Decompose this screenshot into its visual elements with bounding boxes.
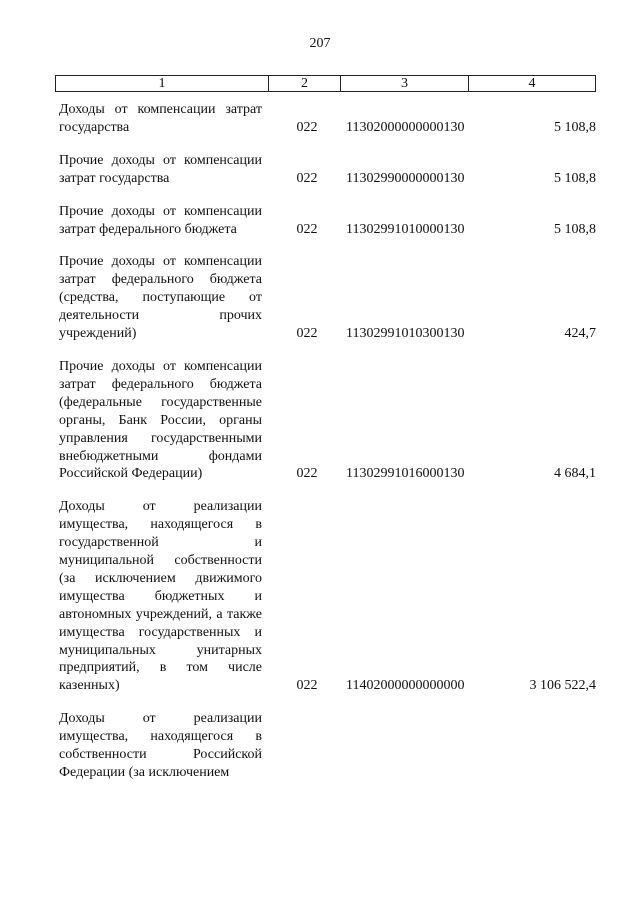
row-budget-code: 11302991016000130: [346, 466, 465, 482]
row-admin-code: 022: [296, 466, 318, 482]
row-name: Доходы от реализации имущества, находящегося в собственности Российской Федерации (за исключением: [59, 711, 262, 780]
row-name: Доходы от компенсации затрат государства: [59, 102, 262, 135]
header-col-3: 3: [341, 76, 469, 91]
header-col-1: 1: [56, 76, 269, 91]
table-header: [55, 75, 596, 92]
row-name: Прочие доходы от компенсации затрат федерального бюджета (средства, поступающие от деятельности прочих учреждений): [59, 254, 262, 342]
row-amount: 5 108,8: [554, 119, 596, 135]
row-budget-code: 11302000000000130: [346, 119, 465, 135]
table-row: [59, 152, 599, 188]
row-name: Доходы от реализации имущества, находящегося в государственной и муниципальной собственности (за исключением движимого имущества бюджетных и автономных учреждений, а также имущества государственных и муниципальных унитарных предприятий, в том числе казенных): [59, 499, 262, 694]
row-admin-code: 022: [296, 678, 318, 694]
table-row: [59, 358, 599, 483]
header-col-4: 4: [528, 76, 536, 91]
header-col-2: 2: [269, 76, 341, 91]
table-row: [59, 710, 599, 782]
row-amount: 5 108,8: [554, 221, 596, 237]
table-row: [59, 253, 599, 343]
row-admin-code: 022: [296, 119, 318, 135]
table-row: [59, 203, 599, 239]
row-name: Прочие доходы от компенсации затрат федерального бюджета: [59, 203, 262, 237]
row-admin-code: 022: [296, 326, 318, 342]
row-budget-code: 11402000000000000: [346, 678, 465, 694]
table-row: [59, 101, 599, 137]
row-amount: 3 106 522,4: [529, 678, 596, 694]
table-body: [59, 101, 599, 797]
row-amount: 5 108,8: [554, 170, 596, 186]
row-budget-code: 11302991010000130: [346, 221, 465, 237]
row-admin-code: 022: [296, 221, 318, 237]
row-amount: 4 684,1: [554, 466, 596, 482]
row-budget-code: 11302991010300130: [346, 326, 465, 342]
page-number: 207: [309, 36, 331, 51]
row-name: Прочие доходы от компенсации затрат государства: [59, 152, 262, 186]
row-budget-code: 11302990000000130: [346, 170, 465, 186]
row-admin-code: 022: [296, 170, 318, 186]
row-amount: 424,7: [564, 326, 596, 342]
row-name: Прочие доходы от компенсации затрат федерального бюджета (федеральные государственные органы, Банк России, органы управления государственными внебюджетными фондами Российской Федерации): [59, 358, 262, 482]
table-row: [59, 498, 599, 695]
